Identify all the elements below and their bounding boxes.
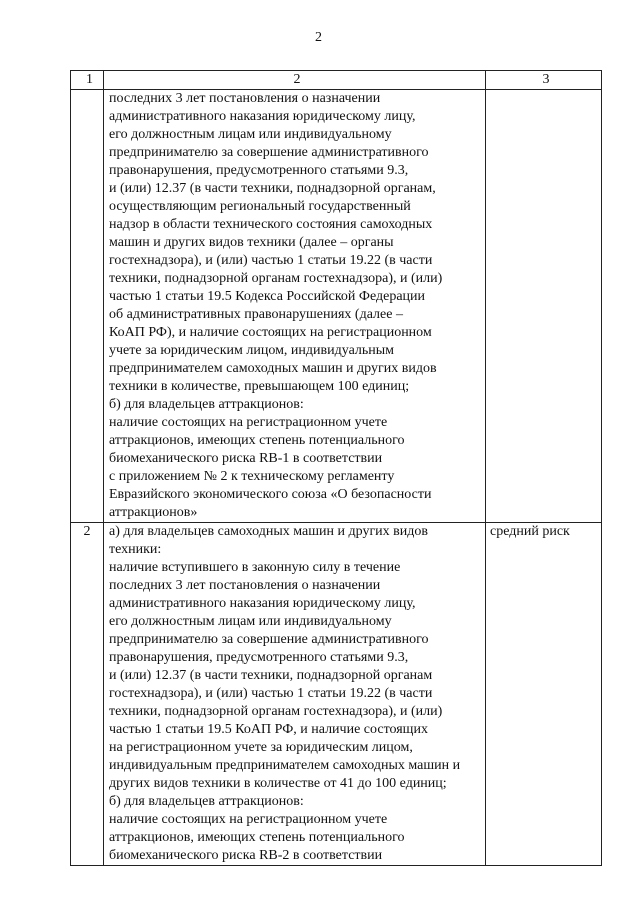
- text-line: б) для владельцев аттракционов:: [109, 794, 304, 809]
- text-line: техники в количестве, превышающем 100 единиц;: [109, 379, 410, 394]
- page-number: 2: [315, 30, 322, 45]
- criteria-text: [104, 90, 486, 523]
- text-line: биомеханического риска RB-2 в соответствии: [109, 848, 383, 863]
- text-line: частью 1 статьи 19.5 КоАП РФ, и наличие состоящих: [109, 722, 428, 737]
- text-line: предпринимателю за совершение административного: [109, 632, 429, 647]
- text-line: наличие вступившего в законную силу в течение: [109, 560, 401, 575]
- text-line: аттракционов»: [109, 505, 198, 520]
- text-line: правонарушения, предусмотренного статьями 9.3,: [109, 650, 409, 665]
- text-line: с приложением № 2 к техническому регламенту: [109, 469, 395, 484]
- text-line: административного наказания юридическому лицу,: [109, 109, 416, 124]
- text-line: и (или) 12.37 (в части техники, поднадзорной органам,: [109, 181, 436, 196]
- text-line: а) для владельцев самоходных машин и других видов: [109, 524, 429, 539]
- text-line: наличие состоящих на регистрационном учете: [109, 812, 388, 827]
- text-line: б) для владельцев аттракционов:: [109, 397, 304, 412]
- row-number: [71, 90, 104, 523]
- text-line: осуществляющим региональный государственный: [109, 199, 411, 214]
- table-row: [71, 90, 602, 523]
- text-line: его должностным лицам или индивидуальному: [109, 614, 392, 629]
- text-line: техники, поднадзорной органам гостехнадзора), и (или): [109, 271, 443, 286]
- text-line: техники, поднадзорной органам гостехнадзора), и (или): [109, 704, 443, 719]
- text-line: частью 1 статьи 19.5 Кодекса Российской Федерации: [109, 289, 426, 304]
- row-number: 2: [71, 523, 104, 866]
- text-line: предпринимателю за совершение административного: [109, 145, 429, 160]
- text-line: индивидуальным предпринимателем самоходных машин и: [109, 758, 461, 773]
- text-line: других видов техники в количестве от 41 до 100 единиц;: [109, 776, 447, 791]
- risk-criteria-table: [70, 70, 602, 866]
- text-line: машин и других видов техники (далее – органы: [109, 235, 394, 250]
- text-line: наличие состоящих на регистрационном учете: [109, 415, 388, 430]
- text-line: учете за юридическим лицом, индивидуальным: [109, 343, 395, 358]
- text-line: правонарушения, предусмотренного статьями 9.3,: [109, 163, 409, 178]
- text-line: его должностным лицам или индивидуальному: [109, 127, 392, 142]
- text-line: аттракционов, имеющих степень потенциального: [109, 433, 405, 448]
- column-header-1: 1: [71, 71, 104, 90]
- text-line: аттракционов, имеющих степень потенциального: [109, 830, 405, 845]
- text-line: последних 3 лет постановления о назначении: [109, 578, 381, 593]
- text-line: надзор в области технического состояния самоходных: [109, 217, 433, 232]
- column-header-2: 2: [104, 71, 486, 90]
- table-header-row: [71, 71, 602, 90]
- text-line: биомеханического риска RB-1 в соответствии: [109, 451, 383, 466]
- text-line: гостехнадзора), и (или) частью 1 статьи 19.22 (в части: [109, 253, 433, 268]
- text-line: административного наказания юридическому лицу,: [109, 596, 416, 611]
- risk-category: [486, 90, 602, 523]
- table-row: [71, 523, 602, 866]
- criteria-text: [104, 523, 486, 866]
- text-line: Евразийского экономического союза «О безопасности: [109, 487, 432, 502]
- text-line: об административных правонарушениях (далее –: [109, 307, 403, 322]
- text-line: предпринимателем самоходных машин и других видов: [109, 361, 437, 376]
- text-line: КоАП РФ), и наличие состоящих на регистрационном: [109, 325, 432, 340]
- text-line: и (или) 12.37 (в части техники, поднадзорной органам: [109, 668, 433, 683]
- risk-category: средний риск: [486, 523, 602, 866]
- text-line: на регистрационном учете за юридическим лицом,: [109, 740, 413, 755]
- column-header-3: 3: [486, 71, 602, 90]
- text-line: гостехнадзора), и (или) частью 1 статьи 19.22 (в части: [109, 686, 433, 701]
- text-line: последних 3 лет постановления о назначении: [109, 91, 381, 106]
- text-line: техники:: [109, 542, 162, 557]
